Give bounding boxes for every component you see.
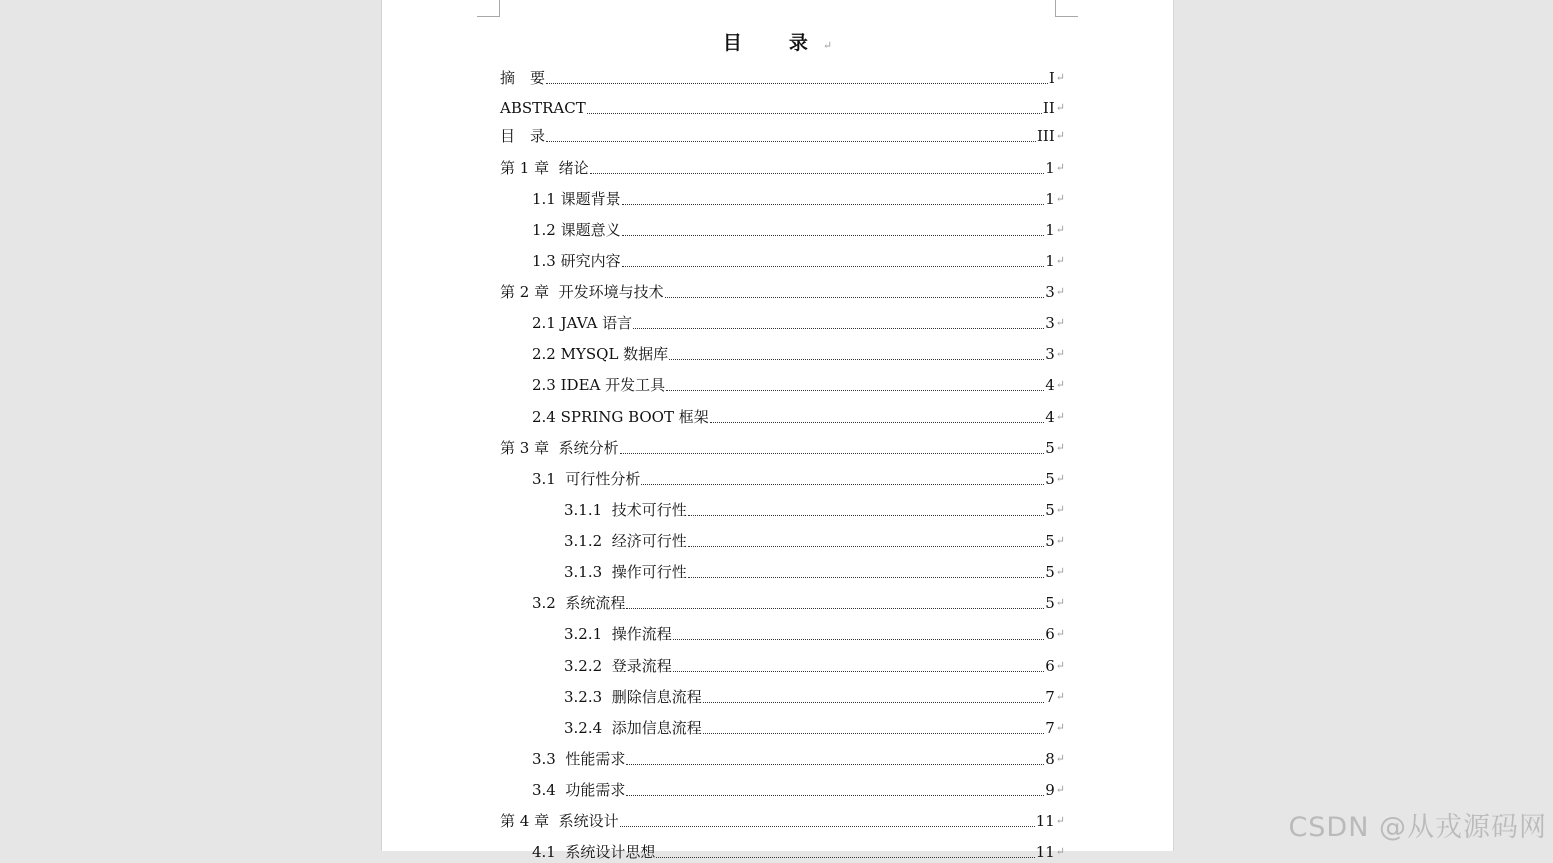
toc-dot-leader xyxy=(590,172,1045,174)
toc-entry-label: 第 3 章 系统分析 xyxy=(500,439,619,457)
toc-entry[interactable] xyxy=(500,157,1065,179)
paragraph-mark-icon: ↵ xyxy=(1055,254,1065,267)
toc-entry[interactable] xyxy=(532,250,1065,272)
paragraph-mark-icon: ↵ xyxy=(1055,596,1065,609)
paragraph-mark-icon: ↵ xyxy=(1055,223,1065,236)
toc-entry[interactable] xyxy=(532,406,1065,428)
paragraph-mark-icon: ↵ xyxy=(1055,71,1065,84)
toc-entry-page-number: 7 xyxy=(1045,688,1055,706)
margin-corner-top-left xyxy=(477,0,500,17)
toc-entry-label: 3.1.2 经济可行性 xyxy=(564,532,687,550)
toc-entry-page-number: 9 xyxy=(1045,781,1055,799)
toc-entry-label: 2.4 SPRING BOOT 框架 xyxy=(532,408,709,426)
paragraph-mark-icon: ↵ xyxy=(1055,752,1065,765)
toc-dot-leader xyxy=(688,545,1045,547)
toc-entry-page-number: 5 xyxy=(1045,532,1055,550)
toc-title xyxy=(382,28,1173,55)
toc-dot-leader xyxy=(620,452,1045,454)
paragraph-mark-icon: ↵ xyxy=(1055,347,1065,360)
paragraph-mark-icon: ↵ xyxy=(1055,565,1065,578)
paragraph-mark-icon: ↵ xyxy=(1055,503,1065,516)
toc-entry-page-number: 11 xyxy=(1035,843,1055,861)
paragraph-mark-icon: ↵ xyxy=(1055,721,1065,734)
toc-dot-leader xyxy=(665,296,1045,298)
toc-entry[interactable] xyxy=(564,717,1065,739)
toc-entry-page-number: 1 xyxy=(1045,252,1055,270)
toc-entry[interactable] xyxy=(532,779,1065,801)
toc-entry[interactable] xyxy=(532,219,1065,241)
paragraph-mark-icon: ↵ xyxy=(1055,316,1065,329)
paragraph-mark-icon: ↵ xyxy=(1055,129,1065,142)
toc-dot-leader xyxy=(703,732,1045,734)
paragraph-mark-icon: ↵ xyxy=(1055,690,1065,703)
toc-dot-leader xyxy=(703,701,1045,703)
toc-entry-page-number: III xyxy=(1037,127,1055,145)
paragraph-mark-icon: ↵ xyxy=(1055,627,1065,640)
toc-entry-label: 1.2 课题意义 xyxy=(532,221,621,239)
toc-entry[interactable] xyxy=(532,841,1065,863)
toc-dot-leader xyxy=(633,327,1044,329)
paragraph-mark-icon: ↵ xyxy=(1055,410,1065,423)
toc-entry-label: 3.4 功能需求 xyxy=(532,781,626,799)
toc-entry[interactable] xyxy=(564,561,1065,583)
toc-entry-label: 3.3 性能需求 xyxy=(532,750,626,768)
paragraph-mark-icon: ↵ xyxy=(1055,101,1065,114)
toc-entry-page-number: 5 xyxy=(1045,594,1055,612)
toc-entry[interactable] xyxy=(532,188,1065,210)
toc-entry-label: 目 录 xyxy=(500,127,546,145)
toc-dot-leader xyxy=(673,638,1045,640)
toc-entry-page-number: 8 xyxy=(1045,750,1055,768)
toc-entry-label: 3.2 系统流程 xyxy=(532,594,626,612)
toc-entry-label: 4.1 系统设计思想 xyxy=(532,843,656,861)
toc-entry-label: 第 4 章 系统设计 xyxy=(500,812,619,830)
toc-entry[interactable] xyxy=(564,499,1065,521)
toc-dot-leader xyxy=(622,234,1045,236)
toc-entry[interactable] xyxy=(564,655,1065,677)
toc-entry-page-number: 5 xyxy=(1045,470,1055,488)
toc-dot-leader xyxy=(622,203,1045,205)
watermark: CSDN @从戎源码网 xyxy=(1288,812,1547,843)
toc-entry[interactable] xyxy=(532,343,1065,365)
toc-dot-leader xyxy=(626,794,1044,796)
toc-entry-page-number: 4 xyxy=(1045,376,1055,394)
toc-dot-leader xyxy=(546,82,1048,84)
paragraph-mark-icon: ↵ xyxy=(1055,378,1065,391)
paragraph-mark-icon: ↵ xyxy=(1055,783,1065,796)
toc-entry[interactable] xyxy=(532,312,1065,334)
toc-dot-leader xyxy=(673,670,1045,672)
toc-entry-page-number: 3 xyxy=(1045,283,1055,301)
toc-entry[interactable] xyxy=(532,468,1065,490)
toc-entry-page-number: 1 xyxy=(1045,190,1055,208)
toc-entry-label: 摘 要 xyxy=(500,69,546,87)
paragraph-mark-icon: ↵ xyxy=(1055,285,1065,298)
paragraph-mark-icon: ↵ xyxy=(1055,441,1065,454)
toc-entry-label: 3.2.4 添加信息流程 xyxy=(564,719,702,737)
toc-dot-leader xyxy=(669,358,1044,360)
toc-dot-leader xyxy=(622,265,1045,267)
toc-entry-page-number: 6 xyxy=(1045,625,1055,643)
toc-entry[interactable] xyxy=(500,810,1065,832)
toc-entry-label: 第 1 章 绪论 xyxy=(500,159,589,177)
toc-dot-leader xyxy=(656,856,1034,858)
toc-entry-page-number: 1 xyxy=(1045,159,1055,177)
toc-dot-leader xyxy=(626,763,1044,765)
toc-dot-leader xyxy=(666,389,1044,391)
margin-corner-top-right xyxy=(1055,0,1078,17)
toc-dot-leader xyxy=(620,825,1035,827)
toc-entry-page-number: 5 xyxy=(1045,439,1055,457)
toc-entry[interactable] xyxy=(532,592,1065,614)
toc-entry[interactable] xyxy=(500,97,1065,119)
paragraph-mark-icon: ↵ xyxy=(822,39,833,52)
toc-entry-label: 3.1 可行性分析 xyxy=(532,470,641,488)
paragraph-mark-icon: ↵ xyxy=(1055,472,1065,485)
toc-entry-label: 2.3 IDEA 开发工具 xyxy=(532,376,666,394)
toc-entry[interactable] xyxy=(564,530,1065,552)
toc-entry-label: ABSTRACT xyxy=(500,99,586,117)
toc-entry[interactable] xyxy=(532,748,1065,770)
toc-entry-label: 第 2 章 开发环境与技术 xyxy=(500,283,664,301)
toc-entry[interactable] xyxy=(532,374,1065,396)
toc-entry-page-number: 1 xyxy=(1045,221,1055,239)
toc-entry-label: 1.3 研究内容 xyxy=(532,252,621,270)
toc-dot-leader xyxy=(641,483,1044,485)
toc-dot-leader xyxy=(688,576,1045,578)
toc-entry[interactable] xyxy=(500,281,1065,303)
toc-entry-page-number: I xyxy=(1048,69,1055,87)
paragraph-mark-icon: ↵ xyxy=(1055,192,1065,205)
toc-entry-page-number: 5 xyxy=(1045,501,1055,519)
toc-entry-page-number: 3 xyxy=(1045,345,1055,363)
toc-entry-label: 3.1.3 操作可行性 xyxy=(564,563,687,581)
toc-dot-leader xyxy=(587,112,1042,114)
paragraph-mark-icon: ↵ xyxy=(1055,534,1065,547)
toc-entry-label: 2.1 JAVA 语言 xyxy=(532,314,633,332)
toc-entry-label: 3.1.1 技术可行性 xyxy=(564,501,687,519)
toc-entry[interactable] xyxy=(564,623,1065,645)
paragraph-mark-icon: ↵ xyxy=(1055,845,1065,858)
toc-entry-label: 3.2.1 操作流程 xyxy=(564,625,672,643)
paragraph-mark-icon: ↵ xyxy=(1055,659,1065,672)
toc-entry-label: 2.2 MYSQL 数据库 xyxy=(532,345,669,363)
toc-entry-page-number: 6 xyxy=(1045,657,1055,675)
toc-entry[interactable] xyxy=(500,67,1065,89)
toc-entry-page-number: II xyxy=(1042,99,1055,117)
toc-entry-page-number: 7 xyxy=(1045,719,1055,737)
toc-entry-label: 3.2.3 删除信息流程 xyxy=(564,688,702,706)
toc-entry-page-number: 5 xyxy=(1045,563,1055,581)
toc-entry-label: 1.1 课题背景 xyxy=(532,190,621,208)
toc-dot-leader xyxy=(546,140,1036,142)
toc-entry[interactable] xyxy=(564,686,1065,708)
toc-dot-leader xyxy=(710,421,1044,423)
toc-dot-leader xyxy=(688,514,1045,516)
toc-entry[interactable] xyxy=(500,125,1065,147)
toc-entry[interactable] xyxy=(500,437,1065,459)
paragraph-mark-icon: ↵ xyxy=(1055,161,1065,174)
toc-entry-label: 3.2.2 登录流程 xyxy=(564,657,672,675)
document-page[interactable] xyxy=(381,0,1174,861)
toc-entry-page-number: 3 xyxy=(1045,314,1055,332)
toc-dot-leader xyxy=(626,607,1044,609)
toc-title-text: 目 录 xyxy=(722,32,822,54)
toc-entry-page-number: 11 xyxy=(1035,812,1055,830)
toc-entry-page-number: 4 xyxy=(1045,408,1055,426)
paragraph-mark-icon: ↵ xyxy=(1055,814,1065,827)
